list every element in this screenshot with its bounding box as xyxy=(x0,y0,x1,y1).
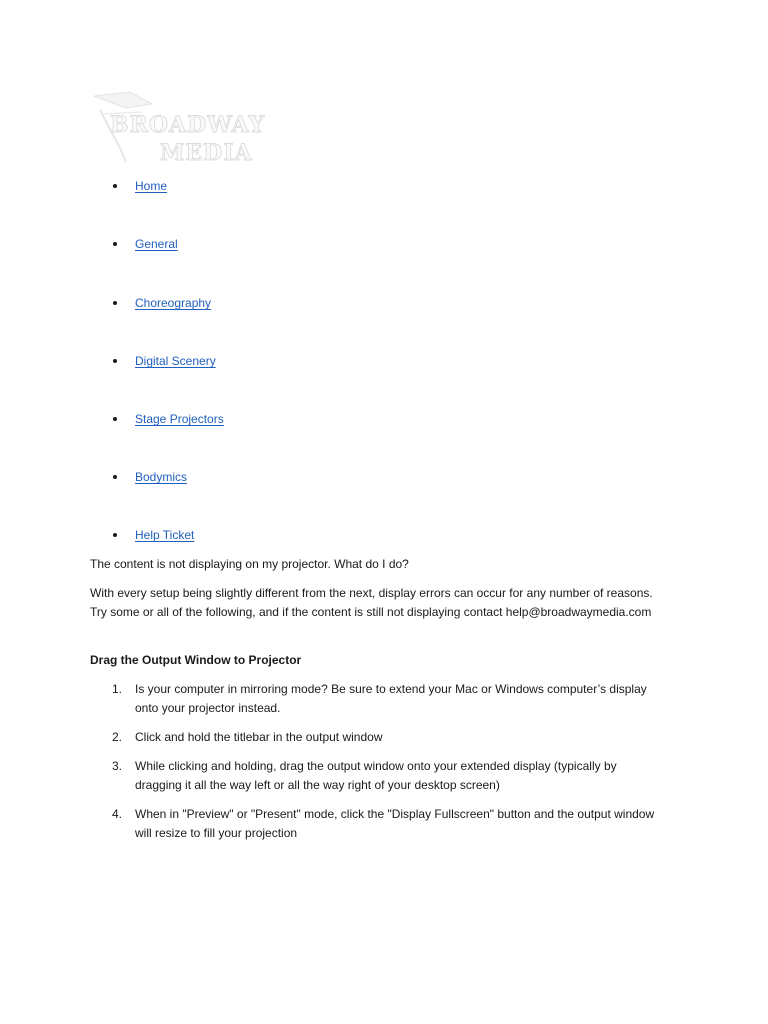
step-number: 4. xyxy=(112,807,123,821)
step-number: 1. xyxy=(112,682,123,696)
step-text: Click and hold the titlebar in the output window xyxy=(135,730,383,744)
article-question: The content is not displaying on my projector. What do I do? xyxy=(90,557,409,571)
bullet-icon xyxy=(113,475,117,479)
nav-link-bodymics[interactable]: Bodymics xyxy=(135,470,188,484)
bullet-icon xyxy=(113,417,117,421)
nav-link-home[interactable]: Home xyxy=(135,179,168,193)
step-text: While clicking and holding, drag the output window onto your extended display (typically by dragging it all the way left or all the way right of your desktop screen) xyxy=(135,759,617,792)
step-text: When in "Preview" or "Present" mode, click the "Display Fullscreen" button and the output window will resize to fill your projection xyxy=(135,807,655,840)
article-intro: With every setup being slightly different from the next, display errors can occur for any number of reasons. Try some or all of the following, and if the content is still not displaying contact help@broadwaymedia.com xyxy=(90,586,653,619)
bullet-icon xyxy=(113,301,117,305)
logo-text-line2: MEDIA xyxy=(160,140,253,166)
broadway-media-logo[interactable] xyxy=(90,90,266,166)
bullet-icon xyxy=(113,184,117,188)
section-heading: Drag the Output Window to Projector xyxy=(90,653,302,667)
nav-link-stage-projectors[interactable]: Stage Projectors xyxy=(135,412,224,426)
logo-text-line1: BROADWAY xyxy=(110,112,266,138)
bullet-icon xyxy=(113,242,117,246)
step-number: 3. xyxy=(112,759,123,773)
nav-link-general[interactable]: General xyxy=(135,237,178,251)
nav-link-choreography[interactable]: Choreography xyxy=(135,296,212,310)
step-text: Is your computer in mirroring mode? Be sure to extend your Mac or Windows computer’s display onto your projector instead. xyxy=(135,682,647,715)
nav-link-help-ticket[interactable]: Help Ticket xyxy=(135,528,195,542)
bullet-icon xyxy=(113,533,117,537)
step-number: 2. xyxy=(112,730,123,744)
nav-link-digital-scenery[interactable]: Digital Scenery xyxy=(135,354,216,368)
bullet-icon xyxy=(113,359,117,363)
